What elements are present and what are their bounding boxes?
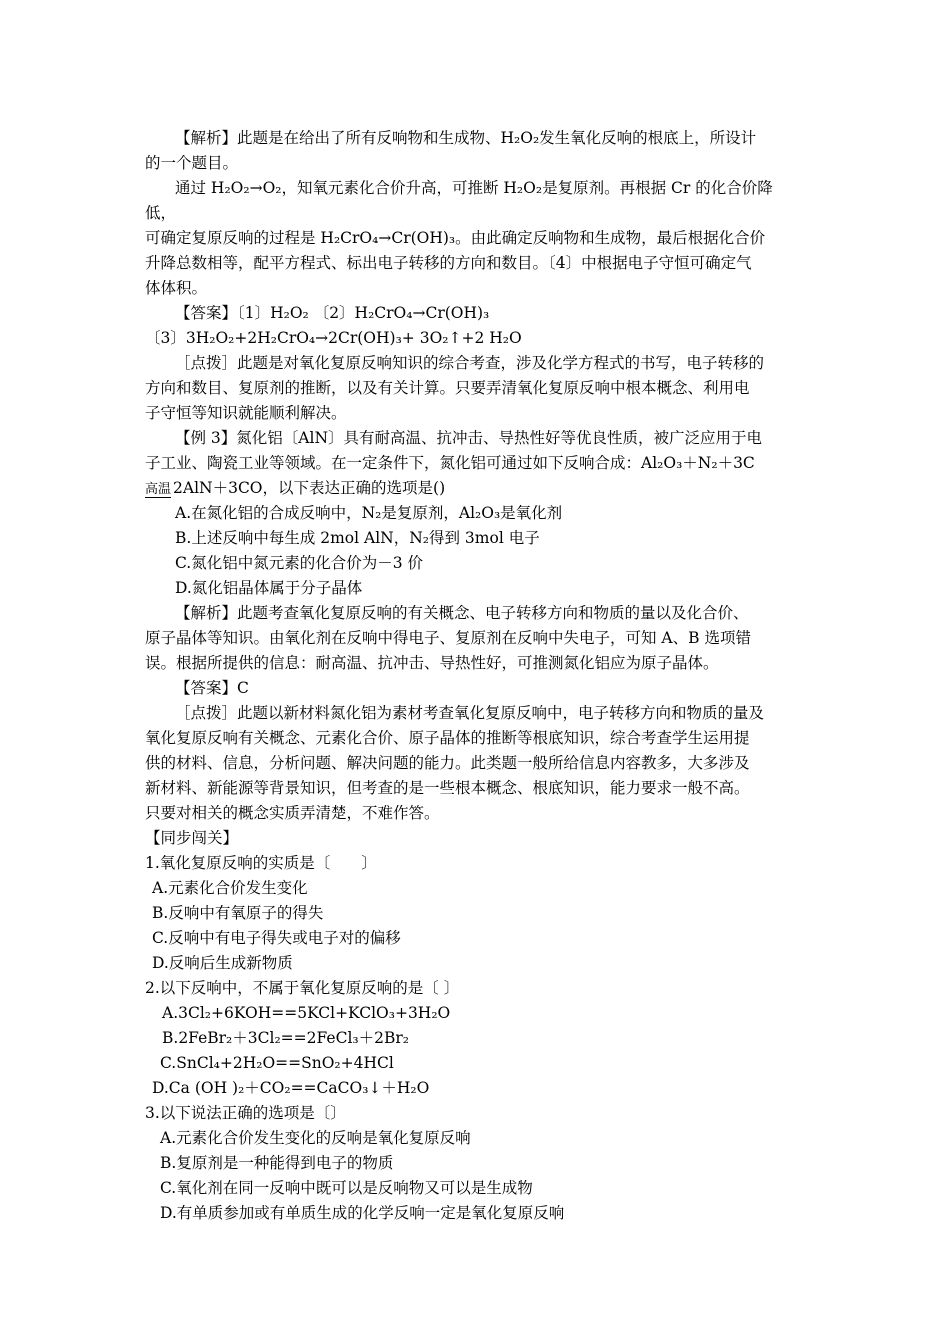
tip2-line-2: 氧化复原反响有关概念、元素化合价、原子晶体的推断等根底知识，综合考查学生运用提 bbox=[145, 729, 750, 747]
analysis-line-1: 【解析】此题是在给出了所有反响物和生成物、H₂O₂发生氧化反响的根底上，所设计 bbox=[175, 129, 757, 147]
q1-option-a: A.元素化合价发生变化 bbox=[152, 879, 308, 897]
section-heading: 【同步闯关】 bbox=[145, 829, 239, 847]
q2-stem: 2.以下反响中，不属于氧化复原反响的是〔 〕 bbox=[145, 979, 460, 997]
analysis-line-7: 体体积。 bbox=[145, 279, 208, 297]
option-a: A.在氮化铝的合成反响中，N₂是复原剂，Al₂O₃是氧化剂 bbox=[175, 504, 563, 522]
q2-option-c: C.SnCl₄+2H₂O==SnO₂+4HCl bbox=[160, 1054, 394, 1072]
tip2-line-3: 供的材料、信息，分析问题、解决问题的能力。此类题一般所给信息内容教多，大多涉及 bbox=[145, 754, 750, 772]
example3-line-3-text: 2AlN＋3CO，以下表达正确的选项是() bbox=[173, 479, 446, 497]
analysis-line-3: 通过 H₂O₂→O₂，知氧元素化合价升高，可推断 H₂O₂是复原剂。再根据 Cr 的化合价降 bbox=[175, 179, 773, 197]
answer2-line: 【答案】C bbox=[175, 679, 249, 697]
answer-line-1: 【答案】〔1〕H₂O₂ 〔2〕H₂CrO₄→Cr(OH)₃ bbox=[175, 304, 490, 322]
q1-stem: 1.氧化复原反响的实质是〔 〕 bbox=[145, 854, 377, 872]
q3-option-b: B.复原剂是一种能得到电子的物质 bbox=[160, 1154, 394, 1172]
tip-line-1: ［点拨］此题是对氧化复原反响知识的综合考查，涉及化学方程式的书写，电子转移的 bbox=[175, 354, 765, 372]
q2-option-d: D.Ca (OH )₂＋CO₂==CaCO₃↓＋H₂O bbox=[152, 1079, 430, 1097]
tip-line-2: 方向和数目、复原剂的推断，以及有关计算。只要弄清氧化复原反响中根本概念、利用电 bbox=[145, 379, 750, 397]
option-b: B.上述反响中每生成 2mol AlN，N₂得到 3mol 电子 bbox=[175, 529, 540, 547]
tip2-line-4: 新材料、新能源等背景知识，但考查的是一些根本概念、根底知识，能力要求一般不高。 bbox=[145, 779, 750, 797]
analysis-line-2: 的一个题目。 bbox=[145, 154, 239, 172]
tip2-line-1: ［点拨］此题以新材料氮化铝为素材考查氧化复原反响中，电子转移方向和物质的量及 bbox=[175, 704, 765, 722]
example3-line-2: 子工业、陶瓷工业等领域。在一定条件下，氮化铝可通过如下反响合成：Al₂O₃＋N₂＋3C bbox=[145, 454, 755, 472]
condition-label: 高温 bbox=[145, 482, 172, 497]
q3-option-d: D.有单质参加或有单质生成的化学反响一定是氧化复原反响 bbox=[160, 1204, 565, 1222]
analysis2-line-2: 原子晶体等知识。由氧化剂在反响中得电子、复原剂在反响中失电子，可知 A、B 选项错 bbox=[145, 629, 751, 647]
answer-line-2: 〔3〕3H₂O₂+2H₂CrO₄→2Cr(OH)₃+ 3O₂↑+2 H₂O bbox=[145, 329, 522, 347]
q2-option-a: A.3Cl₂+6KOH==5KCl+KClO₃+3H₂O bbox=[162, 1004, 451, 1022]
analysis2-line-1: 【解析】此题考查氧化复原反响的有关概念、电子转移方向和物质的量以及化合价、 bbox=[175, 604, 749, 622]
tip2-line-5: 只要对相关的概念实质弄清楚，不难作答。 bbox=[145, 804, 440, 822]
q2-option-b: B.2FeBr₂＋3Cl₂==2FeCl₃＋2Br₂ bbox=[162, 1029, 409, 1047]
analysis-line-5: 可确定复原反响的过程是 H₂CrO₄→Cr(OH)₃。由此确定反响物和生成物，最后根据化合价 bbox=[145, 229, 766, 247]
analysis-line-4: 低， bbox=[145, 204, 177, 222]
example3-line-1: 【例 3】氮化铝〔AlN〕具有耐高温、抗冲击、导热性好等优良性质，被广泛应用于电 bbox=[175, 429, 763, 447]
q1-option-c: C.反响中有电子得失或电子对的偏移 bbox=[152, 929, 401, 947]
tip-line-3: 子守恒等知识就能顺利解决。 bbox=[145, 404, 347, 422]
analysis-line-6: 升降总数相等，配平方程式、标出电子转移的方向和数目。〔4〕中根据电子守恒可确定气 bbox=[145, 254, 752, 272]
option-d: D.氮化铝晶体属于分子晶体 bbox=[175, 579, 363, 597]
option-c: C.氮化铝中氮元素的化合价为－3 价 bbox=[175, 554, 424, 572]
q3-option-c: C.氧化剂在同一反响中既可以是反响物又可以是生成物 bbox=[160, 1179, 533, 1197]
q3-option-a: A.元素化合价发生变化的反响是氧化复原反响 bbox=[160, 1129, 471, 1147]
q3-stem: 3.以下说法正确的选项是〔〕 bbox=[145, 1104, 346, 1122]
q1-option-d: D.反响后生成新物质 bbox=[152, 954, 293, 972]
q1-option-b: B.反响中有氧原子的得失 bbox=[152, 904, 324, 922]
example3-line-3 bbox=[145, 477, 445, 499]
analysis2-line-3: 误。根据所提供的信息：耐高温、抗冲击、导热性好，可推测氮化铝应为原子晶体。 bbox=[145, 654, 719, 672]
